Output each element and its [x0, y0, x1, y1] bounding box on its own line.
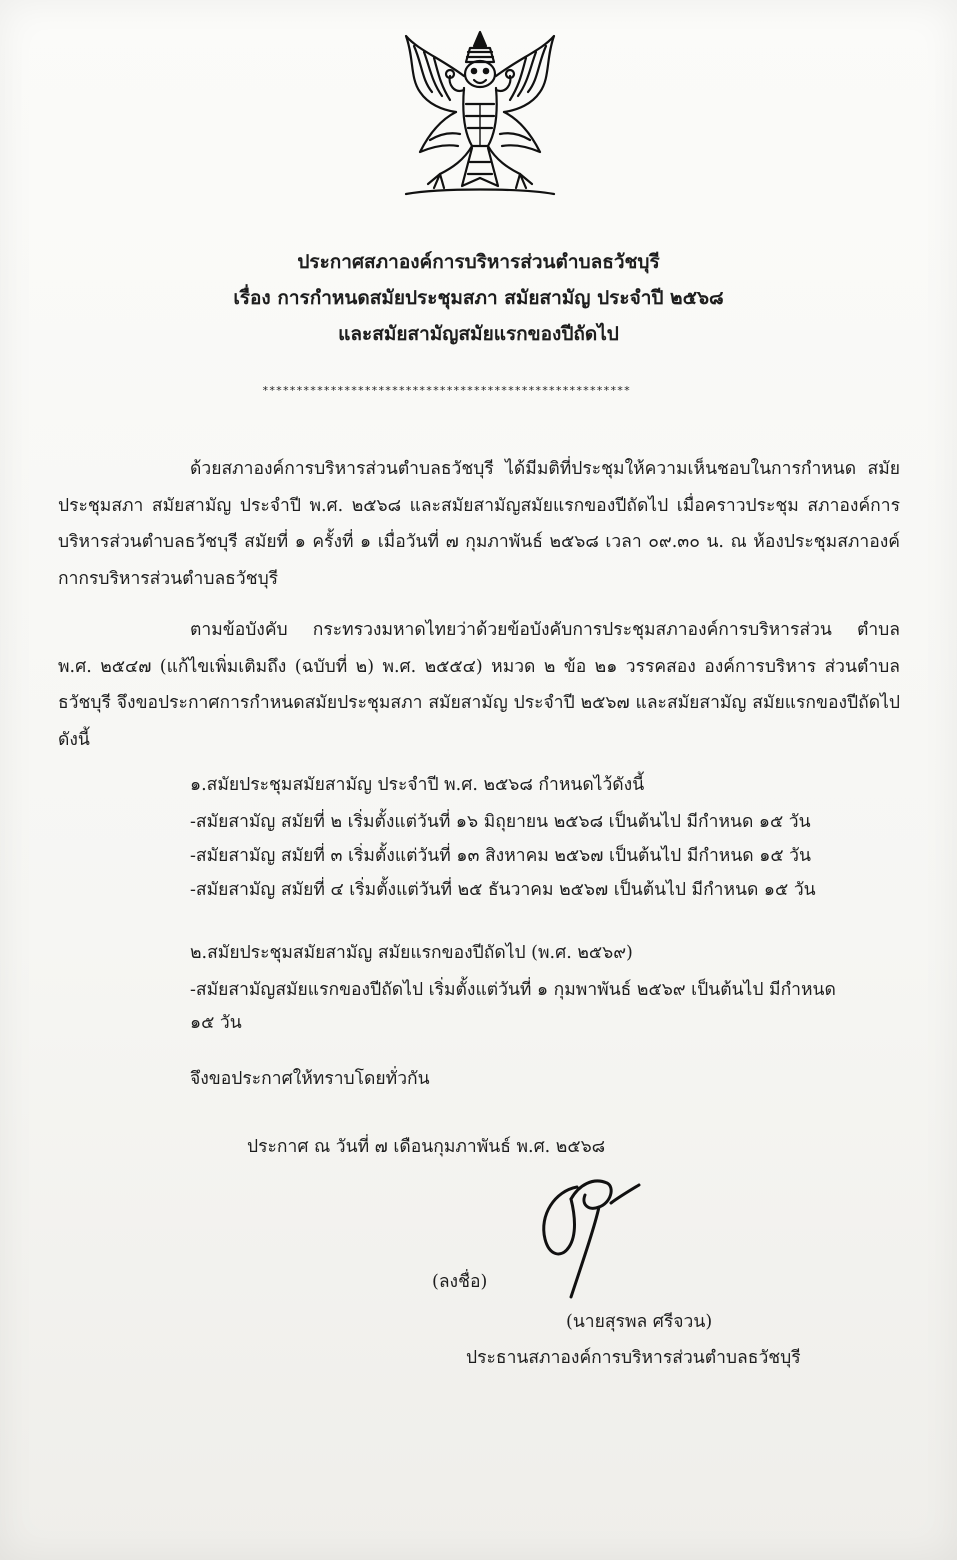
sign-label: (ลงชื่อ): [432, 1272, 488, 1292]
signatory-name: (นายสุรพล ศรีจวน): [566, 1312, 713, 1332]
section2-heading: ๒.สมัยประชุมสมัยสามัญ สมัยแรกของปีถัดไป (พ.ศ. ๒๕๖๙): [190, 943, 633, 963]
section1-item: -สมัยสามัญ สมัยที่ ๒ เริ่มตั้งแต่วันที่ ๑๖ มิถุยายน ๒๕๖๘ เป็นต้นไป มีกำหนด ๑๕ วัน: [190, 812, 811, 832]
announcement-title: ประกาศสภาองค์การบริหารส่วนตำบลธวัชบุรี: [297, 251, 660, 273]
paragraph-resolution: ด้วยสภาองค์การบริหารส่วนตำบลธวัชบุรี ได้มีมติที่ประชุมให้ความเห็นชอบในการกำหนด สมัยประชุมสภา สมัยสามัญ ประจำปี พ.ศ. ๒๕๖๘ และสมัยสามัญสมัยแรกของปีถัดไป เมื่อคราวประชุม สภาองค์การบริหารส่วนตำบลธวัชบุรี สมัยที่ ๑ ครั้งที่ ๑ เมื่อวันที่ ๗ กุมภาพันธ์ ๒๕๖๘ เวลา ๐๙.๓๐ น. ณ ห้องประชุมสภาองค์กากรบริหารส่วนตำบลธวัชบุรี: [58, 459, 900, 589]
garuda-emblem-icon: [400, 28, 560, 203]
section1-item: -สมัยสามัญ สมัยที่ ๓ เริ่มตั้งแต่วันที่ ๑๓ สิงหาคม ๒๕๖๗ เป็นต้นไป มีกำหนด ๑๕ วัน: [190, 846, 811, 866]
section2-item-continued: ๑๕ วัน: [190, 1013, 242, 1033]
signatory-position: ประธานสภาองค์การบริหารส่วนตำบลธวัชบุรี: [466, 1348, 801, 1368]
closing-statement: จึงขอประกาศให้ทราบโดยทั่วกัน: [190, 1069, 430, 1089]
separator-line: ******************************************************: [262, 384, 631, 397]
section2-item: -สมัยสามัญสมัยแรกของปีถัดไป เริ่มตั้งแต่วันที่ ๑ กุมพาพันธ์ ๒๕๖๙ เป็นต้นไป มีกำหนด: [190, 980, 836, 1000]
announcement-date: ประกาศ ณ วันที่ ๗ เดือนกุมภาพันธ์ พ.ศ. ๒๕๖๘: [247, 1137, 606, 1157]
subject-line-continued: และสมัยสามัญสมัยแรกของปีถัดไป: [338, 323, 619, 345]
subject-line: เรื่อง การกำหนดสมัยประชุมสภา สมัยสามัญ ประจำปี ๒๕๖๘: [233, 287, 724, 309]
section1-heading: ๑.สมัยประชุมสมัยสามัญ ประจำปี พ.ศ. ๒๕๖๘ กำหนดไว้ดังนี้: [190, 775, 645, 795]
handwritten-signature-icon: [515, 1155, 645, 1300]
section1-item: -สมัยสามัญ สมัยที่ ๔ เริ่มตั้งแต่วันที่ ๒๕ ธันวาคม ๒๕๖๗ เป็นต้นไป มีกำหนด ๑๕ วัน: [190, 880, 816, 900]
paragraph-regulation: ตามข้อบังคับ กระทรวงมหาดไทยว่าด้วยข้อบังคับการประชุมสภาองค์การบริหารส่วน ตำบล พ.ศ. ๒๕๔๗ (แก้ไขเพิ่มเติมถึง (ฉบับที่ ๒) พ.ศ. ๒๕๕๔) หมวด ๒ ข้อ ๒๑ วรรคสอง องค์การบริหาร ส่วนตำบลธวัชบุรี จึงขอประกาศการกำหนดสมัยประชุมสภา สมัยสามัญ ประจำปี ๒๕๖๗ และสมัยสามัญ สมัยแรกของปีถัดไป ดังนี้: [58, 620, 900, 750]
